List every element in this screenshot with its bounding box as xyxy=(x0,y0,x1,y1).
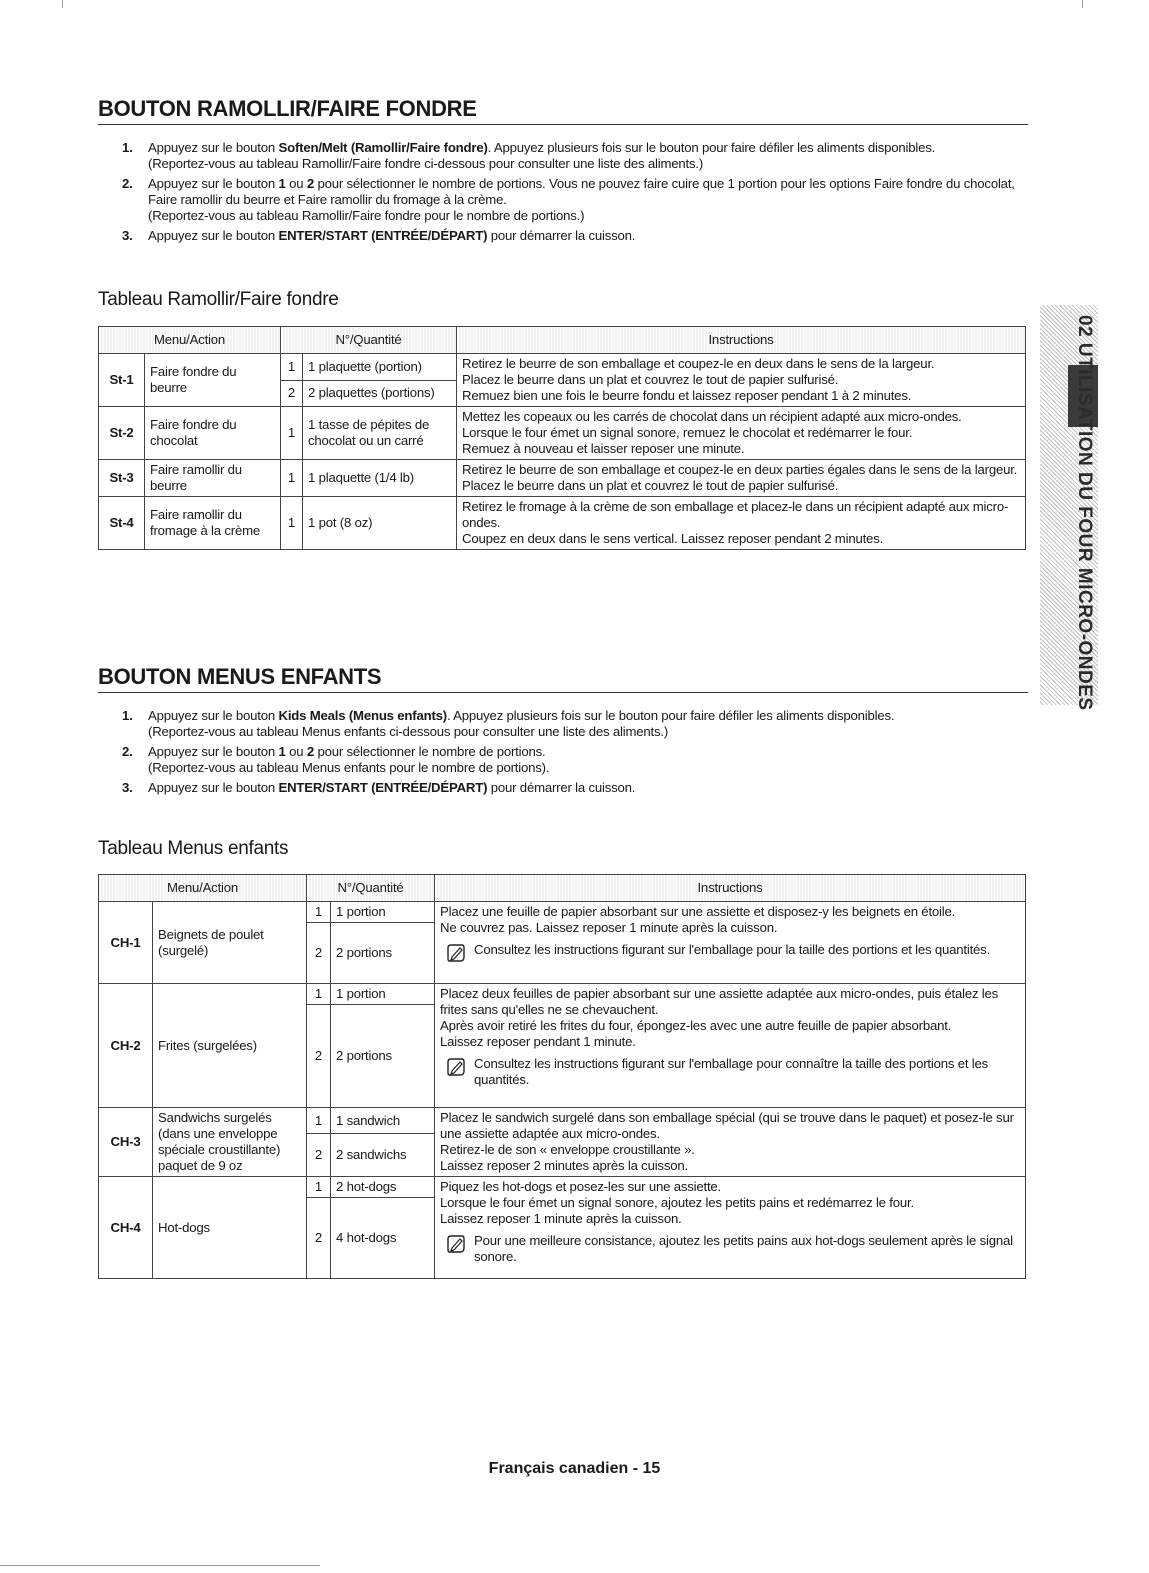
table-row: 2 2 plaquettes (portions) xyxy=(99,380,1026,407)
header-instructions: Instructions xyxy=(435,875,1026,902)
table-row: CH-4 Hot-dogs 1 2 hot-dogs Piquez les hot-dogs et posez-les sur une assiette. Lorsque le four émet un signal sonore, ajoutez les petits pains et redémarrez le four. Laissez reposer 1 minute après la cuisson. Pour une meilleure consistance, ajoutez les petits pains aux hot-dogs seulement après le signal sonore. xyxy=(99,1177,1026,1198)
table-title-kids-meals: Tableau Menus enfants xyxy=(98,838,289,859)
table-row: St-2 Faire fondre du chocolat 1 1 tasse de pépites de chocolat ou un carré Mettez les copeaux ou les carrés de chocolat dans un récipient adapté aux micro-ondes. Lorsque le four émet un signal sonore, remuez le chocolat et redémarrer le four. Remuez à nouveau et laisser reposer une minute. xyxy=(99,407,1026,460)
step: 1. Appuyez sur le bouton Soften/Melt (Ramollir/Faire fondre). Appuyez plusieurs fois sur le bouton pour faire défiler les aliments disponibles. (Reportez-vous au tableau Ramollir/Faire fondre ci-dessous pour consulter une liste des aliments.) xyxy=(122,140,936,171)
table-row: CH-1 Beignets de poulet (surgelé) 1 1 portion Placez une feuille de papier absorbant sur une assiette et disposez-y les beignets en étoile. Ne couvrez pas. Laissez reposer 1 minute après la cuisson. Consultez les instructions figurant sur l'emballage pour la taille des portions et les quantités. xyxy=(99,902,1026,923)
kids-meals-table xyxy=(98,874,1026,1279)
table-row: 2 2 sandwichs xyxy=(99,1134,1026,1177)
soften-melt-table xyxy=(98,326,1026,550)
table-row: St-3 Faire ramollir du beurre 1 1 plaquette (1/4 lb) Retirez le beurre de son emballage et coupez-le en deux parties égales dans le sens de la largeur. Placez le beurre dans un plat et couvrez le tout de papier sulfurisé. xyxy=(99,460,1026,497)
note: Consultez les instructions figurant sur l'emballage pour connaître la taille des portions et les quantités. xyxy=(440,1056,1020,1088)
crop-mark xyxy=(62,0,63,8)
soften-melt-steps xyxy=(122,140,1027,248)
note: Consultez les instructions figurant sur l'emballage pour la taille des portions et les quantités. xyxy=(440,942,1020,958)
table-row: St-1 Faire fondre du beurre 1 1 plaquette (portion) Retirez le beurre de son emballage et coupez-le en deux dans le sens de la largeur. Placez le beurre dans un plat et couvrez le tout de papier sulfurisé. Remuez bien une fois le beurre fondu et laissez reposer pendant 1 à 2 minutes. xyxy=(99,354,1026,381)
header-qty: N°/Quantité xyxy=(281,327,457,354)
table-row: CH-3 Sandwichs surgelés (dans une enveloppe spéciale croustillante) paquet de 9 oz 1 1 sandwich Placez le sandwich surgelé dans son emballage spécial (qui se trouve dans le paquet) et posez-le sur une assiette adaptée aux micro-ondes. Retirez-le de son « enveloppe croustillante ». Laissez reposer 2 minutes après la cuisson. xyxy=(99,1108,1026,1134)
header-menu: Menu/Action xyxy=(99,875,307,902)
crop-mark xyxy=(1082,0,1083,8)
crop-mark xyxy=(0,1565,320,1566)
section-title-kids-meals: BOUTON MENUS ENFANTS xyxy=(98,664,1028,693)
step: 3. Appuyez sur le bouton ENTER/START (ENTRÉE/DÉPART) pour démarrer la cuisson. xyxy=(122,228,636,243)
table-row: 2 4 hot-dogs xyxy=(99,1198,1026,1279)
note: Pour une meilleure consistance, ajoutez les petits pains aux hot-dogs seulement après le signal sonore. xyxy=(440,1233,1020,1265)
table-row: 2 2 portions xyxy=(99,923,1026,984)
step: 1. Appuyez sur le bouton Kids Meals (Menus enfants). Appuyez plusieurs fois sur le bouton pour faire défiler les aliments disponibles. (Reportez-vous au tableau Menus enfants ci-dessous pour consulter une liste des aliments.) xyxy=(122,708,895,739)
chapter-side-tab xyxy=(1040,305,1098,711)
note-pencil-icon xyxy=(446,1235,466,1253)
table-title-soften-melt: Tableau Ramollir/Faire fondre xyxy=(98,289,339,310)
table-row: St-4 Faire ramollir du fromage à la crème 1 1 pot (8 oz) Retirez le fromage à la crème de son emballage et placez-le dans un récipient adapté aux micro-ondes. Coupez en deux dans le sens vertical. Laissez reposer pendant 2 minutes. xyxy=(99,497,1026,550)
header-menu: Menu/Action xyxy=(99,327,281,354)
table-row: 2 2 portions xyxy=(99,1005,1026,1108)
step: 2. Appuyez sur le bouton 1 ou 2 pour sélectionner le nombre de portions. (Reportez-vous au tableau Menus enfants pour le nombre de portions). xyxy=(122,744,550,775)
table-row: CH-2 Frites (surgelées) 1 1 portion Placez deux feuilles de papier absorbant sur une assiette adaptée aux micro-ondes, puis étalez les frites sans qu'elles ne se chevauchent. Après avoir retiré les frites du four, épongez-les avec une autre feuille de papier absorbant. Laissez reposer pendant 1 minute. Consultez les instructions figurant sur l'emballage pour connaître la taille des portions et les quantités. xyxy=(99,984,1026,1005)
header-qty: N°/Quantité xyxy=(307,875,435,902)
header-instructions: Instructions xyxy=(457,327,1026,354)
chapter-label: 02 UTILISATION DU FOUR MICRO-ONDES xyxy=(1074,315,1095,711)
section-title-soften-melt: BOUTON RAMOLLIR/FAIRE FONDRE xyxy=(98,96,1028,125)
note-pencil-icon xyxy=(446,944,466,962)
page-footer: Français canadien - 15 xyxy=(488,1460,661,1477)
step: 2. Appuyez sur le bouton 1 ou 2 pour sélectionner le nombre de portions. Vous ne pouvez faire cuire que 1 portion pour les options Faire fondre du chocolat, Faire ramollir du beurre et Faire ramollir du fromage à la crème. (Reportez-vous au tableau Ramollir/Faire fondre pour le nombre de portions.) xyxy=(122,176,1015,223)
kids-meals-steps xyxy=(122,708,1027,800)
note-pencil-icon xyxy=(446,1058,466,1076)
step: 3. Appuyez sur le bouton ENTER/START (ENTRÉE/DÉPART) pour démarrer la cuisson. xyxy=(122,780,636,795)
